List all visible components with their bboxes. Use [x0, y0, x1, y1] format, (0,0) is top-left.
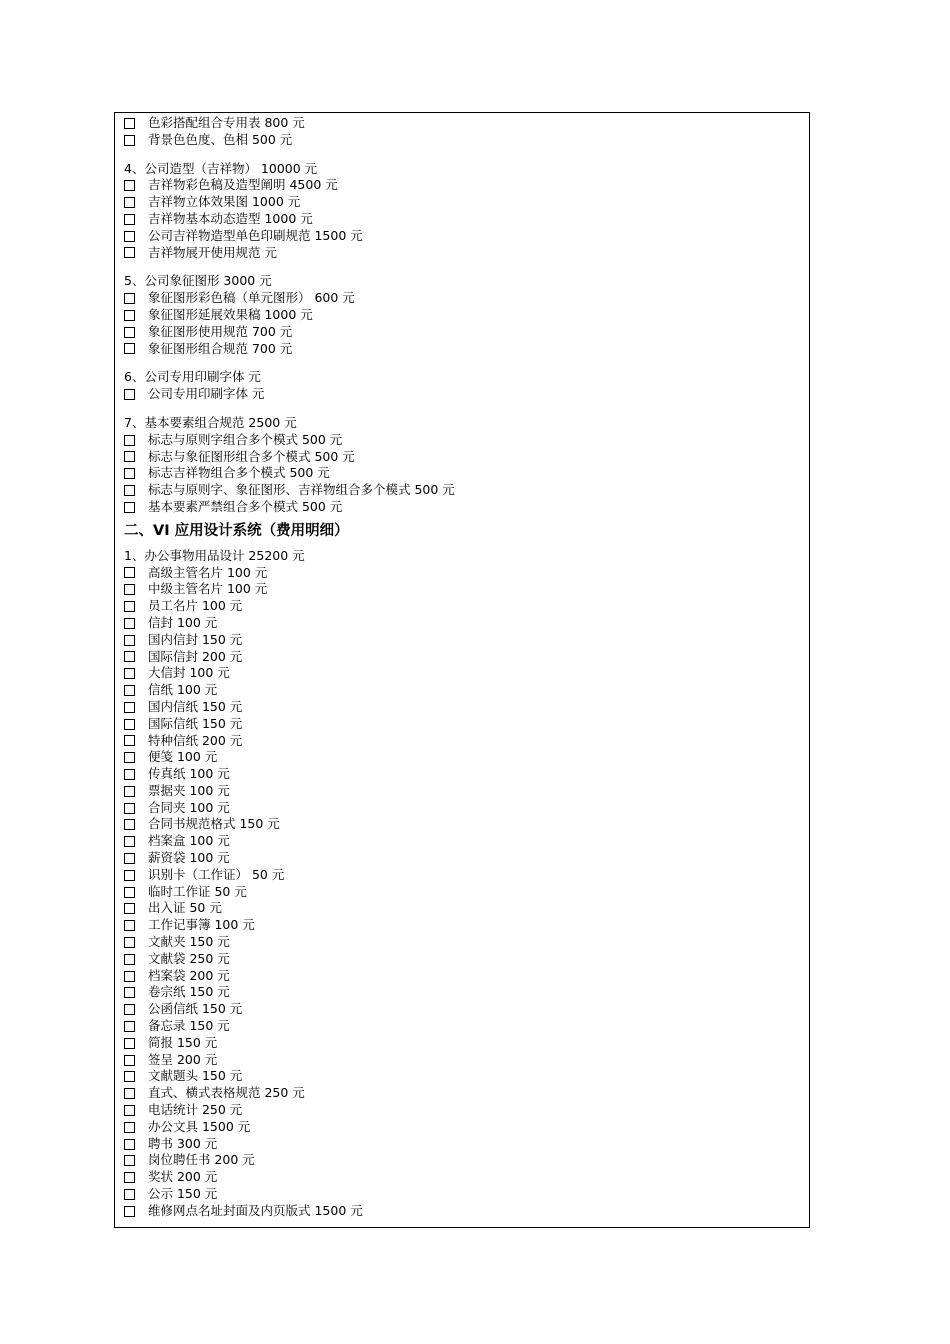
checklist-item-label: 国际信纸 150 元: [148, 715, 243, 731]
checklist-item-label: 国内信纸 150 元: [148, 698, 243, 714]
checklist-item-label: 传真纸 100 元: [148, 766, 230, 782]
checkbox-icon: [124, 435, 135, 446]
checkbox-icon: [124, 903, 135, 914]
checklist-item-label: 高级主管名片 100 元: [148, 564, 268, 580]
checklist-item: [124, 1085, 803, 1102]
checklist-item: [124, 682, 803, 699]
checkbox-icon: [124, 1155, 135, 1166]
checkbox-icon: [124, 327, 135, 338]
checklist-item-label: 吉祥物立体效果图 1000 元: [148, 194, 301, 210]
checkbox-icon: [124, 451, 135, 462]
checkbox-icon: [124, 468, 135, 479]
checklist-item-label: 吉祥物基本动态造型 1000 元: [148, 210, 313, 226]
checklist-item-label: 直式、横式表格规范 250 元: [148, 1085, 305, 1101]
spacer: [124, 357, 803, 369]
checklist-item: [124, 733, 803, 750]
checklist-item: [124, 228, 803, 245]
checklist-item-label: 临时工作证 50 元: [148, 883, 247, 899]
spacer: [124, 403, 803, 415]
checklist-item: [124, 968, 803, 985]
checklist-item-label: 文献夹 150 元: [148, 934, 230, 950]
checklist-item: [124, 482, 803, 499]
checklist-item-label: 档案盒 100 元: [148, 833, 230, 849]
checkbox-icon: [124, 685, 135, 696]
checklist-item-label: 文献袋 250 元: [148, 950, 230, 966]
checklist-item: [124, 115, 803, 132]
checklist-item: [124, 1068, 803, 1085]
checklist-item: [124, 177, 803, 194]
checklist-item-label: 公示 150 元: [148, 1186, 218, 1202]
section-title: 5、公司象征图形 3000 元: [124, 273, 272, 289]
checkbox-icon: [124, 668, 135, 679]
checklist-item-label: 象征图形延展效果稿 1000 元: [148, 306, 313, 322]
checklist-item: [124, 665, 803, 682]
checkbox-icon: [124, 1071, 135, 1082]
checklist-item: [124, 1119, 803, 1136]
checklist-item: [124, 324, 803, 341]
checklist-item: [124, 1186, 803, 1203]
checklist-item-label: 特种信纸 200 元: [148, 732, 243, 748]
checklist-item-label: 签呈 200 元: [148, 1051, 218, 1067]
checkbox-icon: [124, 887, 135, 898]
checkbox-icon: [124, 618, 135, 629]
checklist-item: [124, 867, 803, 884]
checklist-item: [124, 290, 803, 307]
section-title: 6、公司专用印刷字体 元: [124, 369, 261, 385]
checkbox-icon: [124, 180, 135, 191]
checklist-item: [124, 884, 803, 901]
checkbox-icon: [124, 1021, 135, 1032]
checkbox-icon: [124, 343, 135, 354]
checklist-item: [124, 211, 803, 228]
checkbox-icon: [124, 293, 135, 304]
checklist-item: [124, 1136, 803, 1153]
checklist-item: [124, 934, 803, 951]
checklist-item: [124, 449, 803, 466]
document-frame: [114, 112, 810, 1228]
checklist-item: [124, 598, 803, 615]
checkbox-icon: [124, 786, 135, 797]
checklist-item-label: 象征图形组合规范 700 元: [148, 340, 293, 356]
checkbox-icon: [124, 719, 135, 730]
checklist-item-label: 出入证 50 元: [148, 900, 222, 916]
checkbox-icon: [124, 769, 135, 780]
checklist-item-label: 简报 150 元: [148, 1034, 218, 1050]
checklist-item-label: 国内信封 150 元: [148, 631, 243, 647]
checkbox-icon: [124, 1122, 135, 1133]
checklist-item: [124, 900, 803, 917]
checklist-item-label: 票据夹 100 元: [148, 782, 230, 798]
checklist-item-label: 公函信纸 150 元: [148, 1001, 243, 1017]
checklist-item: [124, 194, 803, 211]
checklist-item: [124, 565, 803, 582]
checkbox-icon: [124, 819, 135, 830]
checklist-item: [124, 1169, 803, 1186]
checklist-item: [124, 783, 803, 800]
checklist-item-label: 便笺 100 元: [148, 749, 218, 765]
checkbox-icon: [124, 135, 135, 146]
checklist-item-label: 聘书 300 元: [148, 1135, 218, 1151]
checkbox-icon: [124, 954, 135, 965]
checkbox-icon: [124, 247, 135, 258]
checkbox-icon: [124, 853, 135, 864]
spacer: [124, 149, 803, 161]
checklist-item-label: 公司吉祥物造型单色印刷规范 1500 元: [148, 227, 363, 243]
checkbox-icon: [124, 1088, 135, 1099]
checklist-item-label: 标志与原则字组合多个模式 500 元: [148, 431, 343, 447]
checkbox-icon: [124, 231, 135, 242]
checkbox-icon: [124, 1055, 135, 1066]
checklist-item-label: 办公文具 1500 元: [148, 1118, 251, 1134]
checkbox-icon: [124, 584, 135, 595]
checkbox-icon: [124, 803, 135, 814]
checklist-item-label: 信纸 100 元: [148, 682, 218, 698]
checklist-item: [124, 1052, 803, 1069]
checkbox-icon: [124, 1105, 135, 1116]
checklist-item: [124, 1152, 803, 1169]
checklist-item: [124, 716, 803, 733]
checklist-item-label: 薪资袋 100 元: [148, 850, 230, 866]
checkbox-icon: [124, 502, 135, 513]
checklist-item: [124, 465, 803, 482]
checklist-item-label: 象征图形使用规范 700 元: [148, 323, 293, 339]
checklist-item-label: 象征图形彩色稿（单元图形） 600 元: [148, 290, 355, 306]
checklist-item: [124, 833, 803, 850]
checklist-item: [124, 581, 803, 598]
section-title: 7、基本要素组合规范 2500 元: [124, 414, 297, 430]
checklist-item: [124, 615, 803, 632]
checklist-item: [124, 499, 803, 516]
checkbox-icon: [124, 735, 135, 746]
checklist-item-label: 文献题头 150 元: [148, 1068, 243, 1084]
checklist-item: [124, 341, 803, 358]
checklist-item-label: 吉祥物展开使用规范 元: [148, 244, 277, 260]
checklist-item-label: 备忘录 150 元: [148, 1018, 230, 1034]
checkbox-icon: [124, 752, 135, 763]
checklist-item-label: 大信封 100 元: [148, 665, 230, 681]
checklist-item-label: 工作记事簿 100 元: [148, 917, 255, 933]
document-content: [124, 115, 803, 1220]
checklist-item-label: 电话统计 250 元: [148, 1102, 243, 1118]
checkbox-icon: [124, 1004, 135, 1015]
checkbox-icon: [124, 389, 135, 400]
checklist-item: [124, 1035, 803, 1052]
checkbox-icon: [124, 1206, 135, 1217]
checklist-item-label: 标志与象征图形组合多个模式 500 元: [148, 448, 355, 464]
checklist-item-label: 标志与原则字、象征图形、吉祥物组合多个模式 500 元: [148, 482, 455, 498]
checkbox-icon: [124, 971, 135, 982]
checklist-item-label: 色彩搭配组合专用表 800 元: [148, 115, 305, 130]
checklist-item-label: 基本要素严禁组合多个模式 500 元: [148, 498, 343, 514]
checklist-item: [124, 245, 803, 262]
checkbox-icon: [124, 1038, 135, 1049]
checklist-item-label: 维修网点名址封面及内页版式 1500 元: [148, 1202, 363, 1218]
checklist-item: [124, 951, 803, 968]
checkbox-icon: [124, 1139, 135, 1150]
checklist-item: [124, 917, 803, 934]
checklist-item: [124, 749, 803, 766]
checklist-item-label: 卷宗纸 150 元: [148, 984, 230, 1000]
checkbox-icon: [124, 601, 135, 612]
section-title: 4、公司造型（吉祥物） 10000 元: [124, 160, 318, 176]
checkbox-icon: [124, 310, 135, 321]
checkbox-icon: [124, 937, 135, 948]
checklist-item: [124, 850, 803, 867]
checklist-item: [124, 649, 803, 666]
checklist-item-label: 员工名片 100 元: [148, 598, 243, 614]
checklist-item-label: 合同夹 100 元: [148, 799, 230, 815]
checkbox-icon: [124, 567, 135, 578]
checklist-item-label: 档案袋 200 元: [148, 967, 230, 983]
checklist-item: [124, 766, 803, 783]
checklist-item: [124, 132, 803, 149]
checklist-item-label: 国际信封 200 元: [148, 648, 243, 664]
checkbox-icon: [124, 920, 135, 931]
checklist-item: [124, 1102, 803, 1119]
checklist-item: [124, 632, 803, 649]
checklist-item-label: 标志吉祥物组合多个模式 500 元: [148, 465, 330, 481]
checklist-item-label: 中级主管名片 100 元: [148, 581, 268, 597]
checkbox-icon: [124, 987, 135, 998]
checklist-item: [124, 800, 803, 817]
checklist-item-label: 公司专用印刷字体 元: [148, 386, 265, 402]
checklist-item-label: 岗位聘任书 200 元: [148, 1152, 255, 1168]
checklist-item-label: 吉祥物彩色稿及造型阐明 4500 元: [148, 177, 338, 193]
checkbox-icon: [124, 197, 135, 208]
section-title: 1、办公事物用品设计 25200 元: [124, 547, 305, 563]
checkbox-icon: [124, 118, 135, 129]
checkbox-icon: [124, 702, 135, 713]
checkbox-icon: [124, 651, 135, 662]
checklist-item: [124, 1018, 803, 1035]
checklist-item-label: 合同书规范格式 150 元: [148, 816, 280, 832]
checkbox-icon: [124, 836, 135, 847]
checklist-item: [124, 1001, 803, 1018]
checkbox-icon: [124, 485, 135, 496]
checklist-item-label: 识别卡（工作证） 50 元: [148, 866, 285, 882]
checklist-item-label: 信封 100 元: [148, 614, 218, 630]
section-heading: 二、VI 应用设计系统（费用明细）: [124, 522, 349, 539]
checklist-item: [124, 984, 803, 1001]
spacer: [124, 261, 803, 273]
checkbox-icon: [124, 1189, 135, 1200]
checklist-item: [124, 386, 803, 403]
checklist-item-label: 奖状 200 元: [148, 1169, 218, 1185]
checkbox-icon: [124, 870, 135, 881]
checklist-item: [124, 432, 803, 449]
checklist-item: [124, 1203, 803, 1220]
checkbox-icon: [124, 635, 135, 646]
checklist-item: [124, 816, 803, 833]
checklist-item: [124, 699, 803, 716]
checkbox-icon: [124, 214, 135, 225]
checklist-item: [124, 307, 803, 324]
checklist-item-label: 背景色色度、色相 500 元: [148, 131, 293, 147]
checkbox-icon: [124, 1172, 135, 1183]
